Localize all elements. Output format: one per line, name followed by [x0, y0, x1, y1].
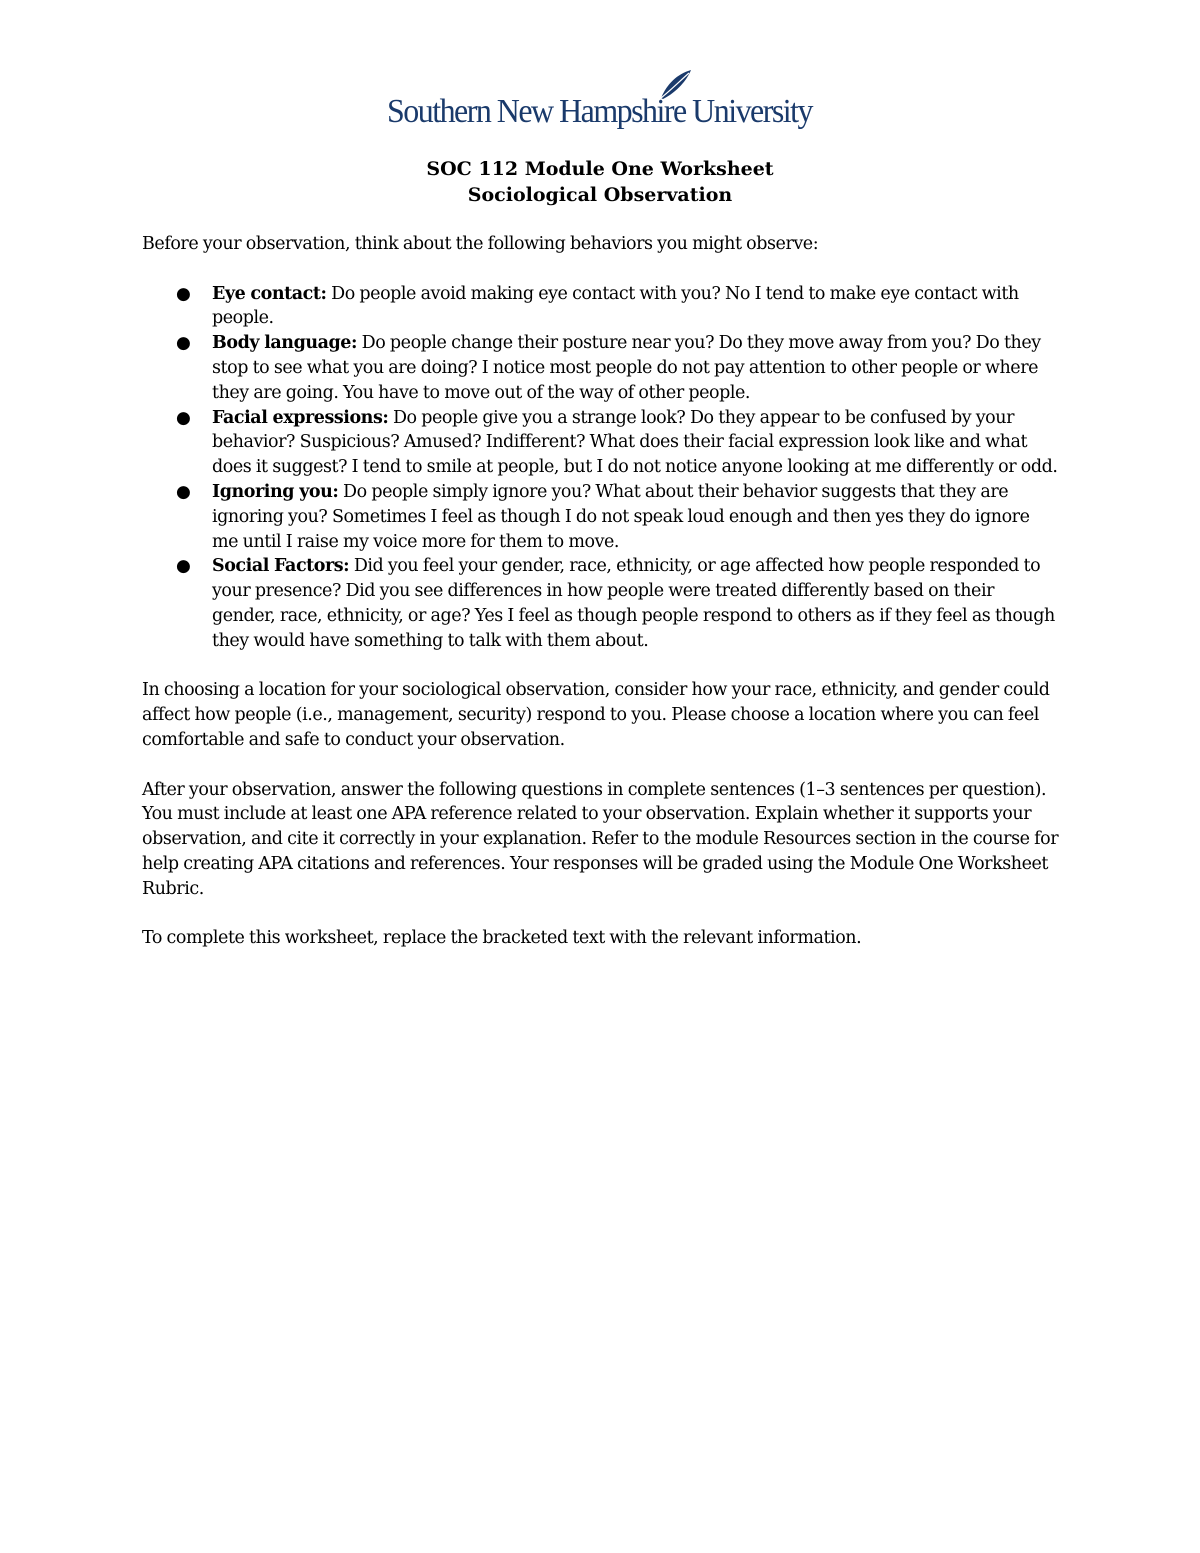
university-logo-graphic [385, 68, 815, 138]
intro-paragraph: Before your observation, think about the following behaviors you might observe: [142, 234, 819, 254]
document-body [142, 232, 1062, 951]
bullet-icon: ● [176, 283, 191, 304]
behavior-term: Ignoring you: [212, 481, 339, 502]
university-logo [385, 68, 815, 138]
behavior-term: Facial expressions: [212, 407, 389, 428]
behavior-text: Do people change their posture near you? Do they move away from you? Do they stop to see what you are doing? I notice most people do not pay attention to other people or where they are going. You have to move out of the way of other people. [212, 333, 1041, 403]
bullet-icon: ● [176, 556, 191, 577]
document-subtitle: Sociological Observation [467, 184, 733, 206]
bullet-icon: ● [176, 481, 191, 502]
list-item [142, 406, 1062, 480]
list-item [142, 331, 1062, 405]
instructions-paragraph: After your observation, answer the following questions in complete sentences (1–3 sentences per question). You must include at least one APA reference related to your observation. Explain whether it supports your observation, and cite it correctly in your explanation. Refer to the module Resources section in the course for help creating APA citations and references. Your responses will be graded using the Module One Worksheet Rubric. [142, 779, 1059, 899]
title-block [0, 156, 1200, 208]
behavior-term: Body language: [212, 333, 358, 354]
list-item [142, 554, 1062, 653]
behavior-term: Social Factors: [212, 556, 350, 577]
behavior-text: Do people simply ignore you? What about their behavior suggests that they are ignoring you? Sometimes I feel as though I do not speak loud enough and then yes they do ignore me until I raise my voice more for them to move. [212, 481, 1030, 552]
behavior-text: Do people give you a strange look? Do they appear to be confused by your behavior? Suspicious? Amused? Indifferent? What does their facial expression look like and what does it suggest? I tend to smile at people, but I do not notice anyone looking at me differently or odd. [212, 407, 1058, 478]
list-item [142, 480, 1062, 554]
list-item [142, 282, 1062, 332]
behavior-list [142, 282, 1062, 654]
document-title: SOC 112 Module One Worksheet [426, 158, 774, 180]
bullet-icon: ● [176, 407, 191, 428]
location-paragraph: In choosing a location for your sociological observation, consider how your race, ethnicity, and gender could affect how people (i.e., management, security) respond to you. Please choose a location where you can feel comfortable and safe to conduct your observation. [142, 680, 1050, 750]
bullet-icon: ● [176, 333, 191, 354]
completion-paragraph: To complete this worksheet, replace the bracketed text with the relevant information. [142, 928, 862, 949]
behavior-text: Did you feel your gender, race, ethnicity, or age affected how people responded to your presence? Did you see differences in how people were treated differently based on their gender, race, ethnicity, or age? Yes I feel as though people respond to others as if they feel as though they would have something to talk with them about. [212, 556, 1055, 651]
university-name-text: Southern New Hampshire University [387, 93, 814, 130]
behavior-term: Eye contact: [212, 283, 327, 304]
behavior-text: Do people avoid making eye contact with you? No I tend to make eye contact with people. [212, 283, 1019, 329]
